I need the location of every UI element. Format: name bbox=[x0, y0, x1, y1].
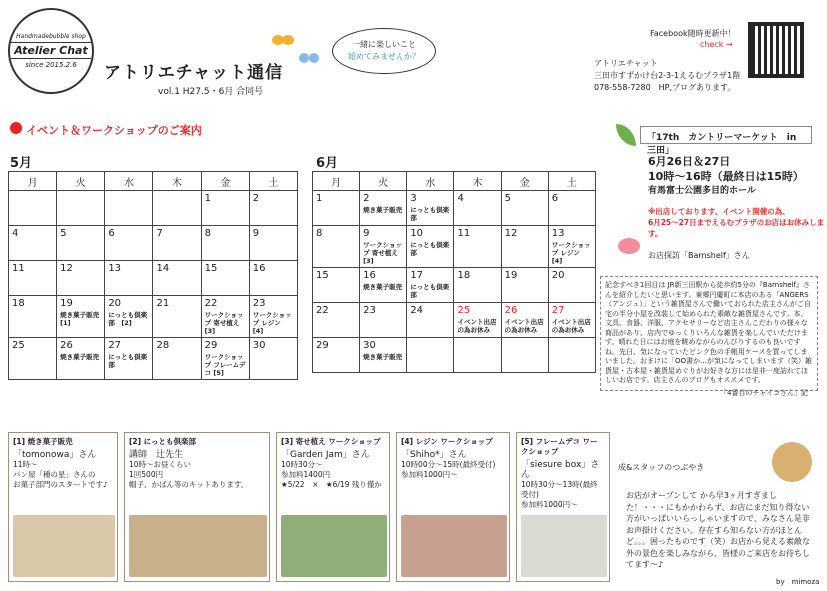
day-number: 4 bbox=[12, 228, 19, 239]
calendar-day bbox=[105, 296, 153, 338]
card-heading: [3] 寄せ植え ワークショップ bbox=[281, 437, 381, 446]
calendar-day bbox=[407, 226, 454, 268]
calendar-day bbox=[9, 296, 57, 338]
day-event: イベント出店の為お休み bbox=[504, 318, 544, 334]
day-number: 28 bbox=[156, 340, 170, 351]
calendar-day bbox=[360, 338, 407, 373]
card-detail: 参加料1000円〜 bbox=[401, 470, 458, 479]
calendar-day bbox=[249, 261, 297, 296]
calendar-day bbox=[407, 268, 454, 303]
day-number: 26 bbox=[504, 305, 518, 316]
shop-visit-body: 記念すべき1回目は JR新三田駅から徒歩約5分の『Barnshelf』さんを紹介したいと思います。東郷円慶町に本店のある「ANGERS（アンジュ）」という雑貨屋さんで働いておられた店主さんがご自宅の半分小屋を改装して始められた素敵な雑貨屋さんです。本、文具、食器、洋服、アクセサリーなど店主さんこだわりの様々な商品があり、店内でゆっくりいろんな雑貨を楽しんでいただけます。晴れた日にはお庭を眺めながらのんびりするのも良いですね。先日、気になっていたピンク色の手帳用ケースを買ってしまいました。おまけに「OO書か…が気になってしまいます（笑）雑貨屋・古本屋・雑貨屋めぐりがお好きな方には是非一度訪れてほしいお店です。店主さんのブログもオススメです。 bbox=[600, 276, 818, 391]
shop-visit-title: お店探訪「Barnshelf」さん bbox=[648, 251, 750, 260]
country-market-title: 「17th カントリーマーケット in三田」 bbox=[640, 126, 812, 144]
calendar-day bbox=[105, 338, 153, 380]
calendar-day bbox=[249, 296, 297, 338]
calendar-day bbox=[454, 191, 501, 226]
card-host: 「siesure box」さん bbox=[521, 460, 600, 480]
day-number: 24 bbox=[410, 305, 424, 316]
day-number: 11 bbox=[457, 228, 471, 239]
calendar-day bbox=[407, 303, 454, 338]
day-event: ワークショップ 寄せ植え [3] bbox=[363, 241, 405, 265]
calendar-day bbox=[201, 338, 249, 380]
weekday-header: 木 bbox=[153, 172, 201, 191]
calendar-day bbox=[313, 226, 360, 268]
day-number: 9 bbox=[363, 228, 370, 239]
calendar-day bbox=[153, 296, 201, 338]
day-number: 11 bbox=[12, 263, 25, 274]
day-number: 13 bbox=[551, 228, 565, 239]
calendar-day bbox=[249, 226, 297, 261]
day-event: ワークショップ レジン [4] bbox=[252, 311, 292, 335]
calendar-day bbox=[407, 338, 454, 373]
weekday-header: 金 bbox=[201, 172, 249, 191]
day-number: 18 bbox=[457, 270, 471, 281]
card-detail: 帽子、かばん等のキットあります。 bbox=[129, 480, 249, 489]
day-number: 30 bbox=[363, 340, 376, 351]
check-label: check → bbox=[700, 40, 733, 49]
day-number: 27 bbox=[551, 305, 565, 316]
calendar-day bbox=[454, 303, 501, 338]
calendar-day bbox=[57, 191, 105, 226]
card-detail: 11時〜 bbox=[13, 460, 38, 469]
card-detail: 参加料1000円〜 bbox=[521, 500, 578, 509]
logo-line2: Atelier Chat bbox=[11, 42, 90, 59]
day-number: 25 bbox=[12, 340, 25, 351]
calendar-day bbox=[360, 268, 407, 303]
card-heading: [2] にっとも倶楽部 bbox=[129, 437, 197, 446]
weekday-header: 月 bbox=[313, 172, 360, 191]
calendar-day bbox=[9, 226, 57, 261]
day-number: 15 bbox=[316, 270, 329, 281]
day-number: 22 bbox=[316, 305, 329, 316]
calendar-day bbox=[501, 303, 548, 338]
calendar-day bbox=[360, 191, 407, 226]
logo-line3: since 2015.2.6 bbox=[25, 61, 77, 69]
day-number: 30 bbox=[252, 340, 266, 351]
workshop-card bbox=[8, 432, 118, 582]
address-line: アトリエチャット bbox=[594, 59, 658, 68]
day-number: 12 bbox=[60, 263, 73, 274]
card-photo bbox=[521, 515, 607, 577]
calendar-day bbox=[201, 261, 249, 296]
day-number: 18 bbox=[12, 298, 25, 309]
day-number: 10 bbox=[410, 228, 424, 239]
calendar-day bbox=[201, 226, 249, 261]
day-number: 15 bbox=[204, 263, 218, 274]
day-number: 21 bbox=[156, 298, 170, 309]
calendar-day bbox=[313, 191, 360, 226]
card-detail: 10時30分〜 bbox=[281, 460, 323, 469]
bubble-line2: 始めてみませんか？ bbox=[348, 52, 420, 61]
weekday-header: 火 bbox=[57, 172, 105, 191]
day-number: 23 bbox=[252, 298, 266, 309]
day-event: イベント出店の為お休み bbox=[551, 318, 591, 334]
day-number: 5 bbox=[504, 193, 511, 204]
day-event: ワークショップ 寄せ植え [3] bbox=[204, 311, 246, 335]
calendar-day bbox=[407, 191, 454, 226]
day-event: にっとも倶楽部 bbox=[410, 283, 450, 299]
day-number: 17 bbox=[410, 270, 424, 281]
calendar-day bbox=[249, 191, 297, 226]
workshop-card bbox=[124, 432, 270, 582]
cm-dates: 6月26日＆27日 bbox=[648, 155, 731, 168]
calendar-day bbox=[57, 261, 105, 296]
calendar-day bbox=[153, 338, 201, 380]
weekday-header: 木 bbox=[454, 172, 501, 191]
card-detail: 参加料1400円 bbox=[281, 470, 331, 479]
ladybug-icon bbox=[10, 122, 22, 134]
weekday-header: 土 bbox=[249, 172, 297, 191]
leaf-icon bbox=[616, 124, 636, 146]
card-heading: [1] 焼き菓子販売 bbox=[13, 437, 73, 446]
day-event: にっとも倶楽部 bbox=[410, 206, 450, 222]
workshop-card bbox=[276, 432, 390, 582]
day-number: 6 bbox=[108, 228, 115, 239]
day-number: 6 bbox=[551, 193, 559, 204]
calendar-day bbox=[249, 338, 297, 380]
day-event: ワークショップ レジン [4] bbox=[551, 241, 591, 265]
card-photo bbox=[13, 515, 115, 577]
cat-icon bbox=[772, 442, 812, 482]
card-host: 「Shiho*」さん bbox=[401, 450, 467, 460]
card-heading: [5] フレームデコ ワークショップ bbox=[521, 437, 598, 456]
calendar-day bbox=[548, 226, 595, 268]
speech-bubble bbox=[332, 28, 436, 74]
day-number: 20 bbox=[551, 270, 565, 281]
calendar-day bbox=[313, 268, 360, 303]
card-detail: 10時〜お昼くらい bbox=[129, 460, 192, 469]
newsletter-title: アトリエチャット通信 bbox=[104, 63, 284, 83]
day-number: 7 bbox=[156, 228, 163, 239]
day-number: 20 bbox=[108, 298, 122, 309]
bubble-line1: 一緒に楽しいこと bbox=[352, 40, 416, 49]
weekday-header: 金 bbox=[501, 172, 548, 191]
day-number: 9 bbox=[252, 228, 260, 239]
calendar-day bbox=[9, 261, 57, 296]
card-heading: [4] レジン ワークショップ bbox=[401, 437, 493, 446]
june-label: 6月 bbox=[316, 156, 339, 171]
shop-address bbox=[594, 58, 740, 94]
day-event: 焼き菓子販売 bbox=[363, 283, 403, 291]
day-number: 1 bbox=[204, 193, 211, 204]
day-number: 23 bbox=[363, 305, 376, 316]
day-number: 25 bbox=[457, 305, 471, 316]
calendar-day bbox=[313, 303, 360, 338]
day-number: 3 bbox=[410, 193, 417, 204]
calendar-day bbox=[9, 338, 57, 380]
calendar-day bbox=[105, 226, 153, 261]
day-event: イベント出店の為お休み bbox=[457, 318, 497, 334]
card-photo bbox=[401, 515, 507, 577]
day-event: 焼き菓子販売 bbox=[60, 353, 100, 361]
calendar-day bbox=[105, 261, 153, 296]
shop-visit-signature: 「4番目のチャイコさん」記 bbox=[720, 389, 808, 397]
day-number: 14 bbox=[156, 263, 170, 274]
staff-title: 成&スタッフのつぶやき bbox=[618, 463, 705, 472]
logo-line1: Handmadebubble shop bbox=[16, 33, 86, 40]
calendar-day bbox=[454, 268, 501, 303]
calendar-day bbox=[548, 303, 595, 338]
calendar-day bbox=[501, 226, 548, 268]
bird-icon bbox=[618, 238, 640, 254]
calendar-day bbox=[201, 191, 249, 226]
card-host: 講師 辻先生 bbox=[129, 450, 184, 460]
qr-code-icon[interactable] bbox=[748, 22, 804, 78]
day-number: 16 bbox=[363, 270, 376, 281]
workshop-card bbox=[396, 432, 510, 582]
calendar-day bbox=[9, 191, 57, 226]
card-photo bbox=[281, 515, 387, 577]
closure-note bbox=[648, 206, 827, 239]
calendar-day bbox=[57, 296, 105, 338]
day-event: 焼き菓子販売 bbox=[363, 206, 403, 214]
day-number: 29 bbox=[316, 340, 329, 351]
calendar-day bbox=[153, 261, 201, 296]
calendar-day bbox=[360, 226, 407, 268]
cm-time: 10時〜16時（最終日は15時） bbox=[648, 170, 804, 183]
calendar-day bbox=[501, 191, 548, 226]
calendar-day bbox=[57, 338, 105, 380]
calendar-day bbox=[548, 191, 595, 226]
day-number: 2 bbox=[252, 193, 260, 204]
card-detail: ★5/22 × ★6/19 残り僅か bbox=[281, 480, 382, 489]
weekday-header: 火 bbox=[360, 172, 407, 191]
day-number: 12 bbox=[504, 228, 518, 239]
country-market-details bbox=[648, 154, 804, 199]
card-detail: パン屋「種の星」さんの bbox=[13, 470, 96, 479]
day-number: 1 bbox=[316, 193, 323, 204]
day-number: 5 bbox=[60, 228, 67, 239]
day-event: にっとも倶楽部 bbox=[108, 353, 148, 369]
day-event: にっとも倶楽部 bbox=[410, 241, 450, 257]
day-number: 22 bbox=[204, 298, 218, 309]
day-number: 29 bbox=[204, 340, 218, 351]
day-event: にっとも倶楽部 [2] bbox=[108, 311, 148, 327]
weekday-header: 水 bbox=[407, 172, 454, 191]
calendar-day bbox=[360, 303, 407, 338]
weekday-header: 土 bbox=[548, 172, 595, 191]
june-calendar bbox=[312, 171, 596, 373]
card-detail: 10時00分〜15時(最終受付) bbox=[401, 460, 496, 469]
note-line: ※出店しております、イベント開催の為、 bbox=[648, 207, 790, 216]
calendar-day bbox=[57, 226, 105, 261]
facebook-note: Facebook随時更新中！ bbox=[650, 29, 736, 38]
calendar-day bbox=[454, 338, 501, 373]
day-number: 2 bbox=[363, 193, 370, 204]
day-number: 8 bbox=[316, 228, 323, 239]
card-detail: 1回500円 bbox=[129, 470, 164, 479]
note-line: 6月25〜27日までえるむプラザのお店はお休みします。 bbox=[648, 218, 825, 238]
weekday-header: 水 bbox=[105, 172, 153, 191]
address-line: 078-558-7280 HP,ブログあります。 bbox=[594, 83, 736, 92]
calendar-day bbox=[201, 296, 249, 338]
day-event: 焼き菓子販売 [1] bbox=[60, 311, 106, 327]
weekday-header: 月 bbox=[9, 172, 57, 191]
card-detail: お菓子部門のスタートです♪ bbox=[13, 480, 108, 489]
calendar-day bbox=[454, 226, 501, 268]
card-host: 「Garden Jam」さん bbox=[281, 450, 370, 460]
calendar-day bbox=[105, 191, 153, 226]
day-number: 4 bbox=[457, 193, 464, 204]
volume-label: vol.1 H27.5・6月 合同号 bbox=[158, 87, 264, 97]
calendar-day bbox=[153, 226, 201, 261]
card-host: 「tomonowa」さん bbox=[13, 450, 97, 460]
author: by mimoza bbox=[776, 578, 820, 586]
day-number: 27 bbox=[108, 340, 122, 351]
card-detail: 10時30分〜13時(最終受付) bbox=[521, 480, 598, 499]
card-photo bbox=[129, 515, 267, 577]
calendar-day bbox=[501, 268, 548, 303]
day-event: ワークショップ フレームデコ [5] bbox=[204, 353, 246, 377]
may-calendar bbox=[8, 171, 298, 380]
calendar-day bbox=[548, 338, 595, 373]
day-number: 16 bbox=[252, 263, 266, 274]
calendar-day bbox=[501, 338, 548, 373]
workshop-card bbox=[516, 432, 610, 582]
day-number: 26 bbox=[60, 340, 73, 351]
staff-message: お店がオープンして から早3ヶ月すぎました！・・・にもかかわらず、お店にまだ知り得ない方がいっぱいいらっしゃいますので、みなさん是非お声掛けください。存在すら知らない方がほとんど。。。困ったものです（笑）お店から見える素敵な外の景色を楽しみながら、皆様のご来店をお待ちしてます〜♪ bbox=[626, 491, 810, 569]
may-label: 5月 bbox=[10, 156, 33, 171]
day-number: 13 bbox=[108, 263, 122, 274]
shop-logo bbox=[8, 8, 94, 94]
day-number: 19 bbox=[504, 270, 518, 281]
day-event: 焼き菓子販売 bbox=[363, 353, 403, 361]
day-number: 8 bbox=[204, 228, 211, 239]
calendar-day bbox=[313, 338, 360, 373]
day-number: 19 bbox=[60, 298, 73, 309]
address-line: 三田市すずかけ台2-3-1えるむプラザ1階 bbox=[594, 71, 741, 80]
calendar-day bbox=[548, 268, 595, 303]
section-title: イベント＆ワークショップのご案内 bbox=[26, 124, 202, 137]
calendar-day bbox=[153, 191, 201, 226]
cm-place: 有馬富士公園多目的ホール bbox=[648, 186, 756, 196]
